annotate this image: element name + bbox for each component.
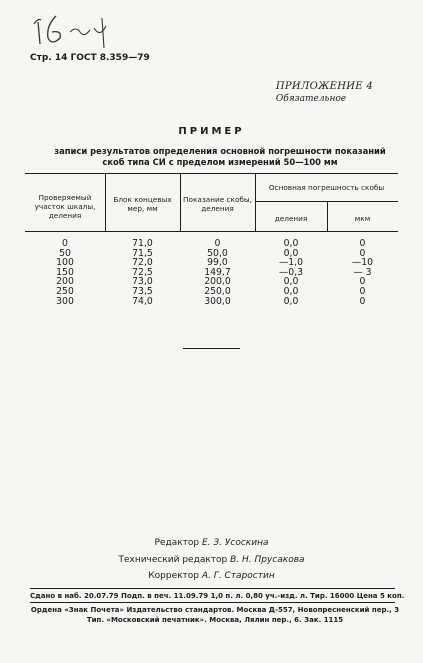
- tech-editor-line: [0, 552, 423, 569]
- cell-reading: 50,0: [207, 247, 228, 259]
- cell-err-div: 0,0: [283, 295, 299, 307]
- imprint-middle-rule: [30, 602, 395, 603]
- cell-err-div: 0,0: [283, 276, 299, 288]
- header-reading: [180, 195, 255, 213]
- header-section-line-2: участок шкалы,: [34, 202, 96, 211]
- cell-err-um: 0: [359, 247, 366, 259]
- cell-section: 150: [56, 266, 74, 278]
- end-rule: [183, 348, 240, 349]
- header-gauge-block: [105, 195, 180, 213]
- cell-reading: 250,0: [204, 286, 231, 297]
- imprint-publisher: Ордена «Знак Почета» Издательство стандартов. Москва Д-557, Новопресненский пер., 3: [30, 606, 400, 614]
- cell-reading: 200,0: [204, 276, 231, 288]
- page-reference: Стр. 14 ГОСТ 8.359—79: [30, 53, 150, 63]
- subtitle-line-1: записи результатов определения основной погрешности показаний: [54, 146, 386, 156]
- header-section-line-3: деления: [48, 211, 82, 220]
- editor-name: Е. З. Усоскина: [202, 538, 269, 548]
- cell-err-um: 0: [359, 238, 366, 249]
- cell-section: 300: [56, 295, 74, 307]
- header-section-line-1: Проверяемый: [38, 193, 92, 202]
- tech-editor-name: В. Н. Прусакова: [230, 554, 305, 565]
- appendix-block: [276, 80, 373, 106]
- cell-block: 71,5: [132, 247, 153, 259]
- cell-block: 73,0: [132, 276, 153, 288]
- header-reading-line-1: Показание скобы,: [183, 195, 252, 204]
- cell-block: 74,0: [132, 295, 153, 307]
- corrector-name: А. Г. Старостин: [201, 571, 275, 581]
- imprint-print-info: Сдано в наб. 20.07.79 Подп. в печ. 11.09.79 1,0 п. л. 0,80 уч.-изд. л. Тир. 16000 Цена 5 коп.: [30, 592, 405, 600]
- cell-err-div: 0,0: [283, 286, 299, 297]
- cell-section: 100: [56, 257, 74, 269]
- cell-err-div: —0,3: [278, 266, 304, 278]
- example-subtitle: [30, 146, 410, 167]
- corrector-line: [0, 568, 423, 585]
- subtitle-line-2: скоб типа СИ с пределом измерений 50—100 мм: [102, 156, 338, 167]
- results-table: [25, 173, 398, 307]
- cell-section: 200: [56, 276, 74, 288]
- appendix-status: Обязательное: [275, 94, 347, 104]
- cell-block: 72,0: [132, 257, 153, 269]
- cell-err-um: 0: [359, 276, 366, 288]
- cell-err-div: 0,0: [283, 238, 299, 249]
- header-block-line-1: Блок концевых: [113, 195, 172, 204]
- example-title: ПРИМЕР: [178, 126, 245, 137]
- cell-err-div: —1,0: [278, 257, 304, 269]
- cell-section: 0: [62, 238, 68, 249]
- header-error-divisions: деления: [274, 214, 308, 223]
- cell-reading: 149,7: [204, 266, 231, 278]
- cell-err-um: — 3: [353, 266, 372, 278]
- cell-block: 71,0: [132, 238, 153, 249]
- cell-err-um: —10: [351, 257, 374, 269]
- cell-reading: 99,0: [207, 257, 228, 269]
- header-error-um: мкм: [354, 214, 371, 223]
- cell-section: 50: [59, 247, 71, 259]
- editors-block: [0, 535, 423, 585]
- header-block-line-2: мер, мм: [127, 204, 158, 213]
- cell-err-um: 0: [359, 295, 366, 307]
- cell-err-div: 0,0: [283, 247, 299, 259]
- cell-block: 72,5: [132, 266, 153, 278]
- imprint-top-rule: [30, 588, 395, 589]
- table-top-rule: [25, 173, 398, 174]
- header-reading-line-2: деления: [201, 204, 234, 213]
- tech-editor-role: Технический редактор: [118, 554, 228, 565]
- appendix-title: ПРИЛОЖЕНИЕ 4: [275, 81, 373, 92]
- editor-role: Редактор: [154, 538, 200, 548]
- table-header-rule: [25, 231, 398, 232]
- header-section: [25, 193, 105, 220]
- cell-err-um: 0: [359, 286, 366, 297]
- cell-section: 250: [56, 286, 74, 297]
- cell-reading: 0: [214, 238, 221, 249]
- header-basic-error: Основная погрешность скобы: [268, 183, 385, 192]
- editor-line: [0, 535, 423, 552]
- corrector-role: Корректор: [148, 571, 200, 581]
- cell-reading: 300,0: [204, 295, 231, 307]
- imprint-typography: Тип. «Московский печатник». Москва, Лялин пер., 6. Зак. 1115: [86, 616, 344, 624]
- cell-block: 73,5: [132, 286, 153, 297]
- handwritten-page-number: [30, 8, 130, 50]
